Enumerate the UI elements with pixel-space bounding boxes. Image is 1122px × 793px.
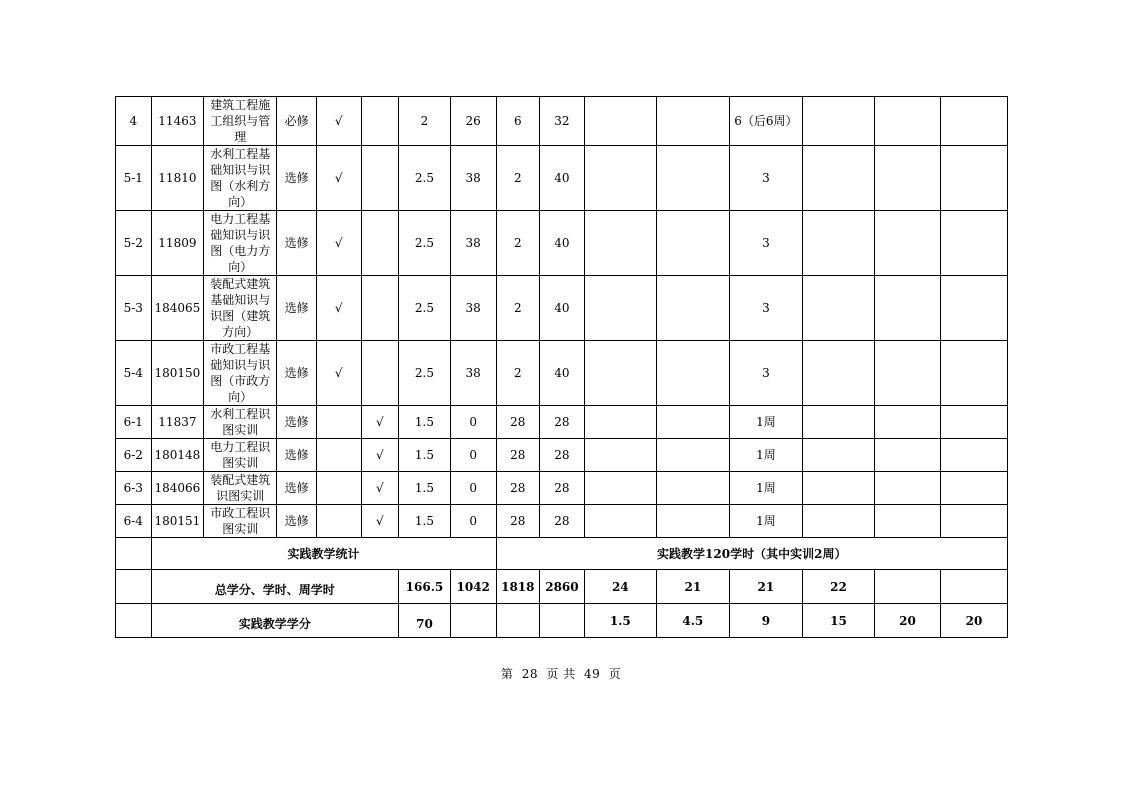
semester-4 [802,146,874,211]
check-mark-1 [316,505,361,538]
course-number: 5-1 [116,146,152,211]
total-hours: 28 [540,505,585,538]
total-practice-hours: 1818 [496,570,540,604]
credit: 1.5 [399,505,451,538]
semester-6 [940,341,1007,406]
course-name: 装配式建筑识图实训 [204,472,277,505]
semester-2-weekly-hours: 21 [656,570,729,604]
credit: 2.5 [399,211,451,276]
semester-3: 1周 [729,505,802,538]
theory-hours: 38 [450,341,496,406]
semester-4 [802,472,874,505]
credit: 2.5 [399,146,451,211]
semester-5 [874,276,940,341]
course-name: 电力工程基础知识与识图（电力方向） [204,211,277,276]
theory-hours: 38 [450,211,496,276]
course-name: 电力工程识图实训 [204,439,277,472]
semester-3: 3 [729,341,802,406]
total-hours: 40 [540,211,585,276]
semester-2 [656,211,729,276]
semester-2 [656,146,729,211]
check-mark-2 [361,146,399,211]
course-number: 6-1 [116,406,152,439]
course-number: 6-3 [116,472,152,505]
credit: 1.5 [399,439,451,472]
course-rows [116,97,1008,538]
footer-mid: 页 共 [546,667,576,681]
practice-hours: 28 [496,472,540,505]
credit: 1.5 [399,472,451,505]
total-hours: 40 [540,276,585,341]
practice-credit-total: 70 [399,604,451,638]
semester-4-weekly-hours: 22 [802,570,874,604]
practice-credit-semester-2: 4.5 [656,604,729,638]
practice-credit-semester-4: 15 [802,604,874,638]
semester-1 [584,439,656,472]
table-row [116,146,1008,211]
check-mark-1 [316,439,361,472]
summary-rows [116,538,1008,638]
total-pages: 49 [583,667,601,681]
course-code: 11809 [151,211,204,276]
practice-credit-semester-3: 9 [729,604,802,638]
semester-3: 3 [729,276,802,341]
semester-1 [584,276,656,341]
semester-5 [874,146,940,211]
semester-5 [874,439,940,472]
semester-4 [802,276,874,341]
course-number: 5-4 [116,341,152,406]
total-hours: 32 [540,97,585,146]
course-type: 选修 [277,406,317,439]
semester-1 [584,505,656,538]
credit: 2.5 [399,276,451,341]
semester-1 [584,146,656,211]
practice-hours: 6 [496,97,540,146]
check-mark-2 [361,97,399,146]
semester-6 [940,439,1007,472]
semester-1-weekly-hours: 24 [584,570,656,604]
credit: 1.5 [399,406,451,439]
total-hours: 40 [540,341,585,406]
table-row [116,97,1008,146]
semester-1 [584,472,656,505]
course-type: 选修 [277,505,317,538]
semester-2 [656,341,729,406]
semester-2 [656,472,729,505]
check-mark-1: √ [316,276,361,341]
theory-hours: 38 [450,146,496,211]
practice-hours: 28 [496,505,540,538]
semester-6 [940,211,1007,276]
theory-hours: 0 [450,439,496,472]
course-name: 市政工程基础知识与识图（市政方向） [204,341,277,406]
practice-hours: 28 [496,439,540,472]
semester-2 [656,97,729,146]
semester-6 [940,97,1007,146]
empty-cell [116,570,152,604]
course-number: 4 [116,97,152,146]
semester-2 [656,505,729,538]
semester-6 [940,505,1007,538]
practice-hours: 2 [496,341,540,406]
practice-stats-row [116,538,1008,570]
course-name: 水利工程识图实训 [204,406,277,439]
semester-2 [656,276,729,341]
course-code: 184065 [151,276,204,341]
course-number: 6-4 [116,505,152,538]
table-row [116,406,1008,439]
semester-5 [874,97,940,146]
practice-hours: 28 [496,406,540,439]
course-name: 建筑工程施工组织与管理 [204,97,277,146]
check-mark-2: √ [361,406,399,439]
semester-6 [940,146,1007,211]
course-code: 11837 [151,406,204,439]
total-hours: 40 [540,146,585,211]
check-mark-1: √ [316,211,361,276]
course-type: 选修 [277,341,317,406]
practice-stats-label: 实践教学统计 [151,538,496,570]
totals-row [116,570,1008,604]
practice-credit-semester-5: 20 [874,604,940,638]
course-code: 11810 [151,146,204,211]
semester-6 [940,406,1007,439]
check-mark-1: √ [316,146,361,211]
course-type: 必修 [277,97,317,146]
practice-credit-cell [496,604,540,638]
practice-hours: 2 [496,276,540,341]
empty-cell [116,538,152,570]
check-mark-2 [361,211,399,276]
semester-4 [802,211,874,276]
check-mark-2 [361,276,399,341]
semester-3-weekly-hours: 21 [729,570,802,604]
semester-4 [802,406,874,439]
course-number: 5-2 [116,211,152,276]
check-mark-1: √ [316,341,361,406]
course-code: 184066 [151,472,204,505]
page-footer [0,665,1122,682]
semester-1 [584,97,656,146]
semester-5 [874,341,940,406]
table-row [116,341,1008,406]
course-type: 选修 [277,211,317,276]
theory-hours: 0 [450,472,496,505]
total-credit: 166.5 [399,570,451,604]
semester-3: 3 [729,146,802,211]
course-type: 选修 [277,439,317,472]
theory-hours: 38 [450,276,496,341]
semester-1 [584,406,656,439]
semester-2 [656,439,729,472]
credit: 2.5 [399,341,451,406]
check-mark-2 [361,341,399,406]
semester-5 [874,505,940,538]
empty-cell [116,604,152,638]
course-code: 180150 [151,341,204,406]
total-theory-hours: 1042 [450,570,496,604]
semester-4 [802,439,874,472]
practice-hours: 2 [496,211,540,276]
course-type: 选修 [277,472,317,505]
total-hours: 28 [540,406,585,439]
semester-4 [802,505,874,538]
semester-6 [940,276,1007,341]
total-hours: 28 [540,472,585,505]
check-mark-1 [316,472,361,505]
check-mark-1: √ [316,97,361,146]
course-name: 市政工程识图实训 [204,505,277,538]
semester-1 [584,211,656,276]
practice-stats-value: 实践教学120学时（其中实训2周） [496,538,1008,570]
practice-credit-cell [540,604,585,638]
check-mark-1 [316,406,361,439]
course-type: 选修 [277,146,317,211]
total-hours: 2860 [540,570,585,604]
table-row [116,505,1008,538]
course-number: 6-2 [116,439,152,472]
semester-2 [656,406,729,439]
practice-credit-cell [450,604,496,638]
practice-credits-label: 实践教学学分 [151,604,399,638]
check-mark-2: √ [361,505,399,538]
semester-3: 3 [729,211,802,276]
semester-5 [874,406,940,439]
semester-5 [874,211,940,276]
check-mark-2: √ [361,472,399,505]
semester-3: 1周 [729,472,802,505]
semester-3: 6（后6周） [729,97,802,146]
practice-hours: 2 [496,146,540,211]
semester-5 [874,472,940,505]
semester-4 [802,97,874,146]
table-row [116,211,1008,276]
semester-1 [584,341,656,406]
totals-label: 总学分、学时、周学时 [151,570,399,604]
table-row [116,439,1008,472]
credit: 2 [399,97,451,146]
theory-hours: 0 [450,406,496,439]
table-row [116,276,1008,341]
footer-suffix: 页 [608,667,622,681]
course-type: 选修 [277,276,317,341]
theory-hours: 26 [450,97,496,146]
course-code: 180148 [151,439,204,472]
total-hours: 28 [540,439,585,472]
check-mark-2: √ [361,439,399,472]
curriculum-table [115,96,1008,638]
semester-4 [802,341,874,406]
semester-3: 1周 [729,439,802,472]
practice-credit-semester-6: 20 [940,604,1007,638]
practice-credits-row [116,604,1008,638]
course-name: 水利工程基础知识与识图（水利方向） [204,146,277,211]
table-row [116,472,1008,505]
semester-3: 1周 [729,406,802,439]
theory-hours: 0 [450,505,496,538]
course-code: 180151 [151,505,204,538]
semester-5-weekly-hours [874,570,940,604]
page-number: 28 [521,667,538,681]
course-number: 5-3 [116,276,152,341]
course-code: 11463 [151,97,204,146]
semester-6 [940,472,1007,505]
footer-prefix: 第 [500,667,514,681]
course-name: 装配式建筑基础知识与识图（建筑方向） [204,276,277,341]
practice-credit-semester-1: 1.5 [584,604,656,638]
semester-6-weekly-hours [940,570,1007,604]
